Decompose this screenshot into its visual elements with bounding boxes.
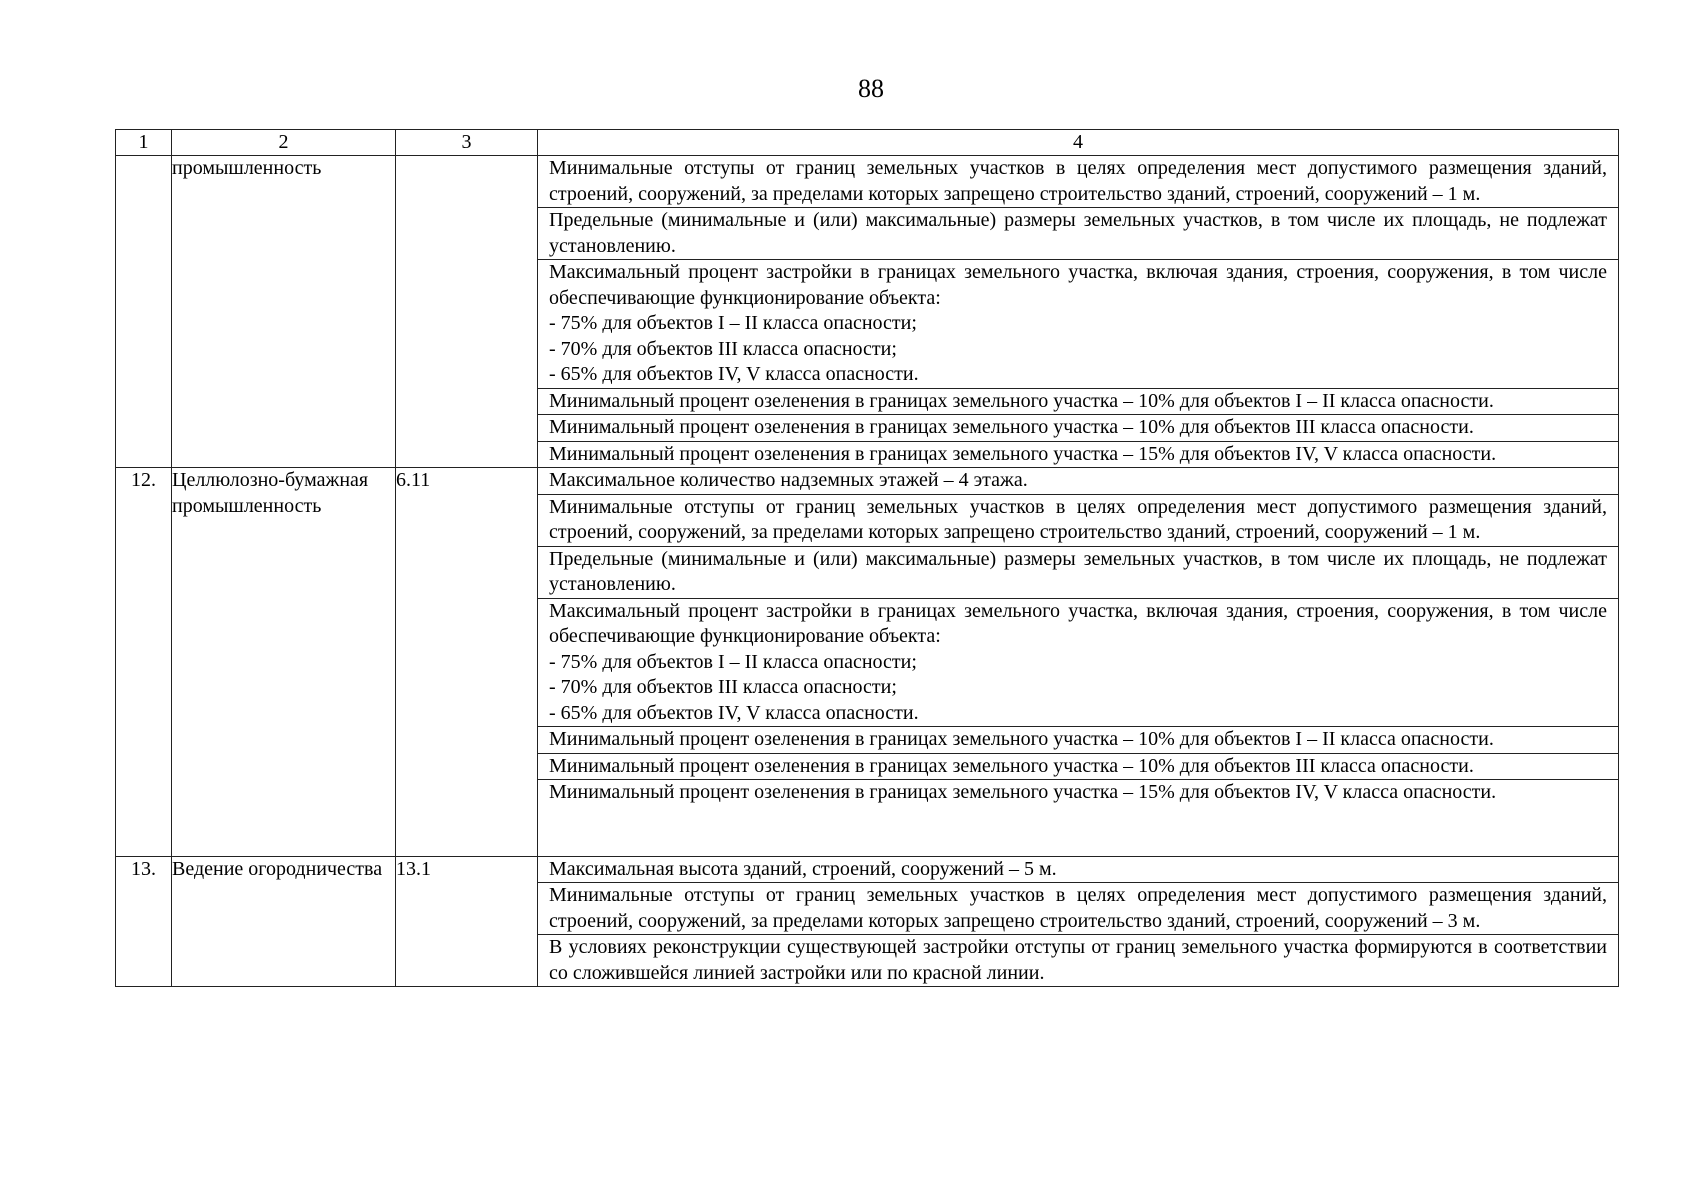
requirement-text: Максимальная высота зданий, строений, сооружений – 5 м. [549, 857, 1057, 880]
requirement-text: Минимальные отступы от границ земельных участков в целях определения мест допустимого размещения зданий, строений, сооружений, за пределами которых запрещено строительство зданий, строений, сооружений – 1 м. [549, 157, 1607, 205]
requirement-item [538, 598, 1618, 727]
column-number-row [116, 130, 1619, 156]
hazard-class-item: - 75% для объектов I – II класса опасности; [549, 312, 917, 334]
column-number-2: 2 [172, 130, 396, 156]
table-row [116, 156, 1619, 468]
requirement-text: Минимальный процент озеленения в границах земельного участка – 10% для объектов I – II класса опасности. [549, 728, 1494, 750]
land-use-name: Ведение огородничества [172, 856, 396, 987]
requirement-item [538, 441, 1618, 468]
table-row [116, 856, 1619, 987]
hazard-class-item: - 65% для объектов IV, V класса опасности. [549, 701, 919, 724]
row-number: 13. [116, 856, 172, 987]
zoning-regulations-table [115, 129, 1619, 987]
table-body [116, 130, 1619, 987]
requirement-text: Минимальный процент озеленения в границах земельного участка – 10% для объектов III класса опасности. [549, 416, 1474, 438]
requirement-item [538, 388, 1618, 415]
requirement-text: Минимальный процент озеленения в границах земельного участка – 10% для объектов I – II класса опасности. [549, 389, 1494, 412]
hazard-class-item: - 70% для объектов III класса опасности; [549, 337, 897, 360]
requirements-cell [538, 856, 1619, 987]
requirement-item [538, 726, 1618, 753]
blank-space [549, 806, 1607, 856]
land-use-name: промышленность [172, 156, 396, 468]
requirement-text: Максимальный процент застройки в границах земельного участка, включая здания, строения, сооружения, в том числе обеспечивающие функционирование объекта: [549, 599, 1607, 647]
requirement-item [538, 414, 1618, 441]
requirements-cell [538, 468, 1619, 857]
column-number-1: 1 [116, 130, 172, 156]
requirement-item [538, 207, 1618, 259]
requirement-text: Максимальное количество надземных этажей – 4 этажа. [549, 469, 1028, 491]
requirement-text: Максимальный процент застройки в границах земельного участка, включая здания, строения, сооружения, в том числе обеспечивающие функционирование объекта: [549, 261, 1607, 309]
row-number [116, 156, 172, 468]
requirement-text: Минимальные отступы от границ земельных участков в целях определения мест допустимого размещения зданий, строений, сооружений, за пределами которых запрещено строительство зданий, строений, сооружений – 3 м. [549, 884, 1607, 932]
requirement-item [538, 494, 1618, 546]
hazard-class-item: - 75% для объектов I – II класса опасности; [549, 650, 917, 673]
requirements-cell [538, 156, 1619, 468]
requirement-text: Минимальный процент озеленения в границах земельного участка – 15% для объектов IV, V класса опасности. [549, 442, 1497, 465]
row-number: 12. [116, 468, 172, 857]
requirement-item [538, 468, 1618, 494]
land-use-code: 6.11 [396, 468, 538, 857]
requirement-item [538, 882, 1618, 934]
land-use-code [396, 156, 538, 468]
land-use-name: Целлюлозно-бумажная промышленность [172, 468, 396, 857]
column-number-3: 3 [396, 130, 538, 156]
column-number-4: 4 [538, 130, 1619, 156]
requirement-item [538, 779, 1618, 856]
requirement-item [538, 857, 1618, 883]
requirement-item [538, 753, 1618, 780]
requirement-text: В условиях реконструкции существующей застройки отступы от границ земельного участка формируются в соответствии со сложившейся линией застройки или по красной линии. [549, 936, 1607, 984]
requirement-text: Минимальный процент озеленения в границах земельного участка – 15% для объектов IV, V класса опасности. [549, 781, 1497, 803]
hazard-class-item: - 65% для объектов IV, V класса опасности. [549, 363, 919, 385]
requirement-text: Предельные (минимальные и (или) максимальные) размеры земельных участков, в том числе их площадь, не подлежат установлению. [549, 209, 1607, 257]
requirement-text: Минимальный процент озеленения в границах земельного участка – 10% для объектов III класса опасности. [549, 754, 1474, 777]
requirement-item [538, 934, 1618, 986]
hazard-class-item: - 70% для объектов III класса опасности; [549, 676, 897, 698]
requirement-item [538, 259, 1618, 388]
table-row [116, 468, 1619, 857]
requirement-item [538, 156, 1618, 207]
page-number: 88 [858, 74, 884, 103]
requirement-item [538, 546, 1618, 598]
requirement-text: Предельные (минимальные и (или) максимальные) размеры земельных участков, в том числе их площадь, не подлежат установлению. [549, 547, 1607, 595]
requirement-text: Минимальные отступы от границ земельных участков в целях определения мест допустимого размещения зданий, строений, сооружений, за пределами которых запрещено строительство зданий, строений, сооружений – 1 м. [549, 495, 1607, 543]
land-use-code: 13.1 [396, 856, 538, 987]
